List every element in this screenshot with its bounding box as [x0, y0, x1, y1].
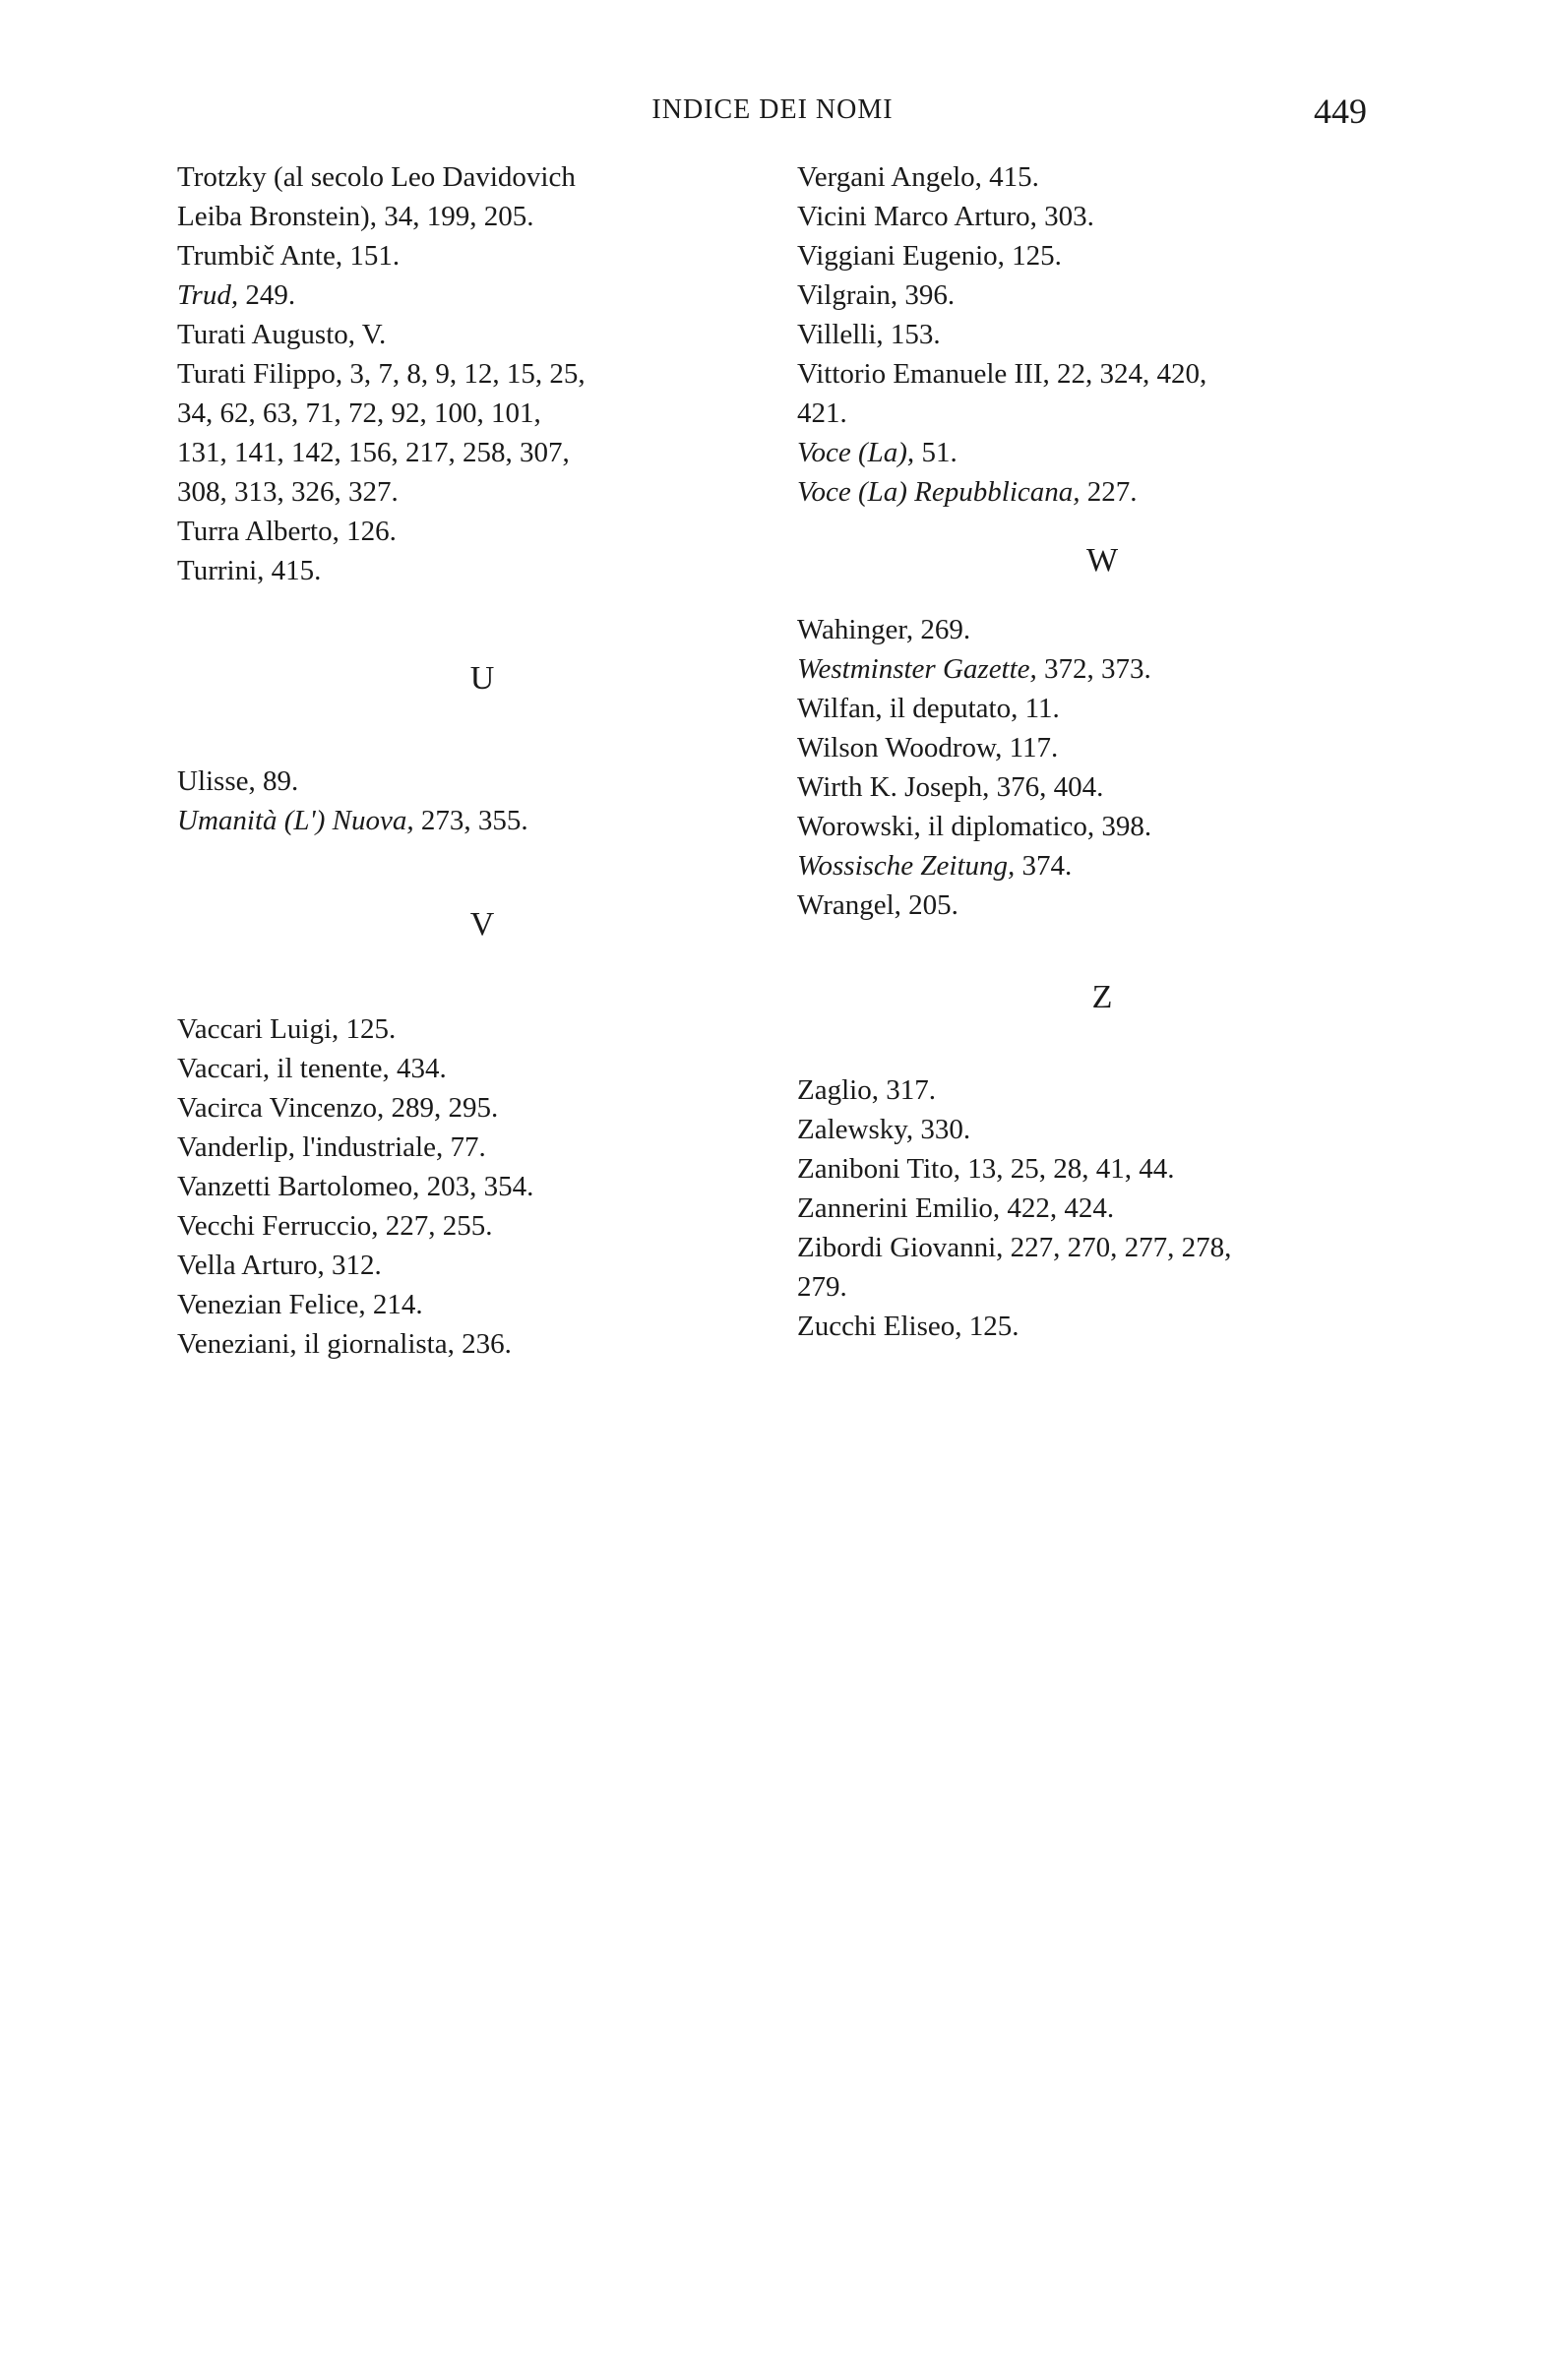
index-entry: Viggiani Eugenio, 125. — [797, 240, 1062, 272]
periodical-title: Westminster Gazette, — [797, 653, 1037, 685]
index-entry: Vicini Marco Arturo, 303. — [797, 201, 1094, 232]
index-entry: Zaglio, 317. — [797, 1074, 936, 1106]
index-entry: Vanderlip, l'industriale, 77. — [177, 1131, 486, 1163]
index-entry-turrini — [177, 551, 787, 590]
periodical-title: Voce (La), — [797, 437, 915, 468]
index-entry-voce — [797, 433, 1407, 472]
index-entry: Vilgrain, 396. — [797, 279, 956, 311]
periodical-title: Trud, — [177, 279, 239, 311]
entry-line: Turati Augusto, V. — [177, 319, 387, 350]
section-letter-w: W — [1085, 542, 1119, 579]
index-entry: Vaccari Luigi, 125. — [177, 1013, 397, 1045]
index-entry-voce-repubblicana — [797, 472, 1407, 512]
index-entry: Zannerini Emilio, 422, 424. — [797, 1192, 1115, 1224]
section-letter-u: U — [469, 660, 495, 697]
index-entry: Wilson Woodrow, 117. — [797, 732, 1059, 763]
entry-line: 131, 141, 142, 156, 217, 258, 307, — [177, 437, 570, 468]
index-entry-turati-augusto — [177, 315, 787, 354]
index-entry: Wrangel, 205. — [797, 889, 958, 921]
entry-line: Turra Alberto, 126. — [177, 516, 397, 547]
entry-line: 421. — [797, 397, 847, 429]
index-entry: Wirth K. Joseph, 376, 404. — [797, 771, 1104, 803]
entry-line: Zibordi Giovanni, 227, 270, 277, 278, — [797, 1232, 1232, 1263]
index-entry-trud — [177, 275, 787, 315]
index-entry: Vaccari, il tenente, 434. — [177, 1053, 447, 1084]
index-entry-westminster — [797, 649, 1407, 689]
entry-pages: 227. — [1080, 476, 1138, 508]
index-entry-trotzky — [177, 157, 787, 236]
left-index-column — [177, 157, 787, 1364]
entry-pages: 374. — [1015, 850, 1073, 882]
entry-line: 308, 313, 326, 327. — [177, 476, 399, 508]
index-entry-turati-filippo — [177, 354, 787, 512]
index-entry-vittorio-emanuele — [797, 354, 1407, 433]
index-entry: Zaniboni Tito, 13, 25, 28, 41, 44. — [797, 1153, 1175, 1185]
page-number: 449 — [1314, 92, 1367, 131]
right-index-column — [797, 157, 1407, 1346]
index-entry-turra — [177, 512, 787, 551]
index-entry: Vergani Angelo, 415. — [797, 161, 1039, 193]
index-entry-trumbic — [177, 236, 787, 275]
index-entry-wossische — [797, 846, 1407, 885]
index-entry: Wilfan, il deputato, 11. — [797, 693, 1060, 724]
entry-line: Turati Filippo, 3, 7, 8, 9, 12, 15, 25, — [177, 358, 586, 390]
index-entry: Wahinger, 269. — [797, 614, 971, 645]
entry-line: Trotzky (al secolo Leo Davidovich — [177, 161, 576, 193]
entry-pages: 372, 373. — [1036, 653, 1151, 685]
entry-line: Trumbič Ante, 151. — [177, 240, 401, 272]
entry-line: Vittorio Emanuele III, 22, 324, 420, — [797, 358, 1207, 390]
index-entry: Zucchi Eliseo, 125. — [797, 1311, 1020, 1342]
entry-pages: 249. — [238, 279, 296, 311]
index-entry: Vella Arturo, 312. — [177, 1250, 382, 1281]
section-letter-v: V — [469, 906, 495, 943]
index-entry: Veneziani, il giornalista, 236. — [177, 1328, 512, 1360]
periodical-title: Umanità (L') Nuova, — [177, 805, 414, 836]
index-entry: Villelli, 153. — [797, 319, 941, 350]
page-header — [0, 91, 1545, 134]
index-entry: Venezian Felice, 214. — [177, 1289, 423, 1320]
entry-line: Leiba Bronstein), 34, 199, 205. — [177, 201, 534, 232]
index-entry: Vecchi Ferruccio, 227, 255. — [177, 1210, 493, 1242]
entry-pages: 51. — [914, 437, 958, 468]
section-letter-z: Z — [1091, 979, 1113, 1015]
index-entry: Zalewsky, 330. — [797, 1114, 971, 1145]
index-entry: Worowski, il diplomatico, 398. — [797, 811, 1152, 842]
running-head: INDICE DEI NOMI — [651, 94, 894, 125]
index-entry-umanita — [177, 801, 787, 840]
periodical-title: Voce (La) Repubblicana, — [797, 476, 1081, 508]
entry-line: 34, 62, 63, 71, 72, 92, 100, 101, — [177, 397, 541, 429]
entry-line: Turrini, 415. — [177, 555, 322, 586]
entry-line: 279. — [797, 1271, 847, 1303]
index-entry-ulisse: Ulisse, 89. — [177, 765, 299, 797]
entry-pages: 273, 355. — [413, 805, 528, 836]
index-entry: Vacirca Vincenzo, 289, 295. — [177, 1092, 499, 1124]
periodical-title: Wossische Zeitung, — [797, 850, 1016, 882]
index-entry-zibordi — [797, 1228, 1407, 1307]
index-entry: Vanzetti Bartolomeo, 203, 354. — [177, 1171, 534, 1202]
